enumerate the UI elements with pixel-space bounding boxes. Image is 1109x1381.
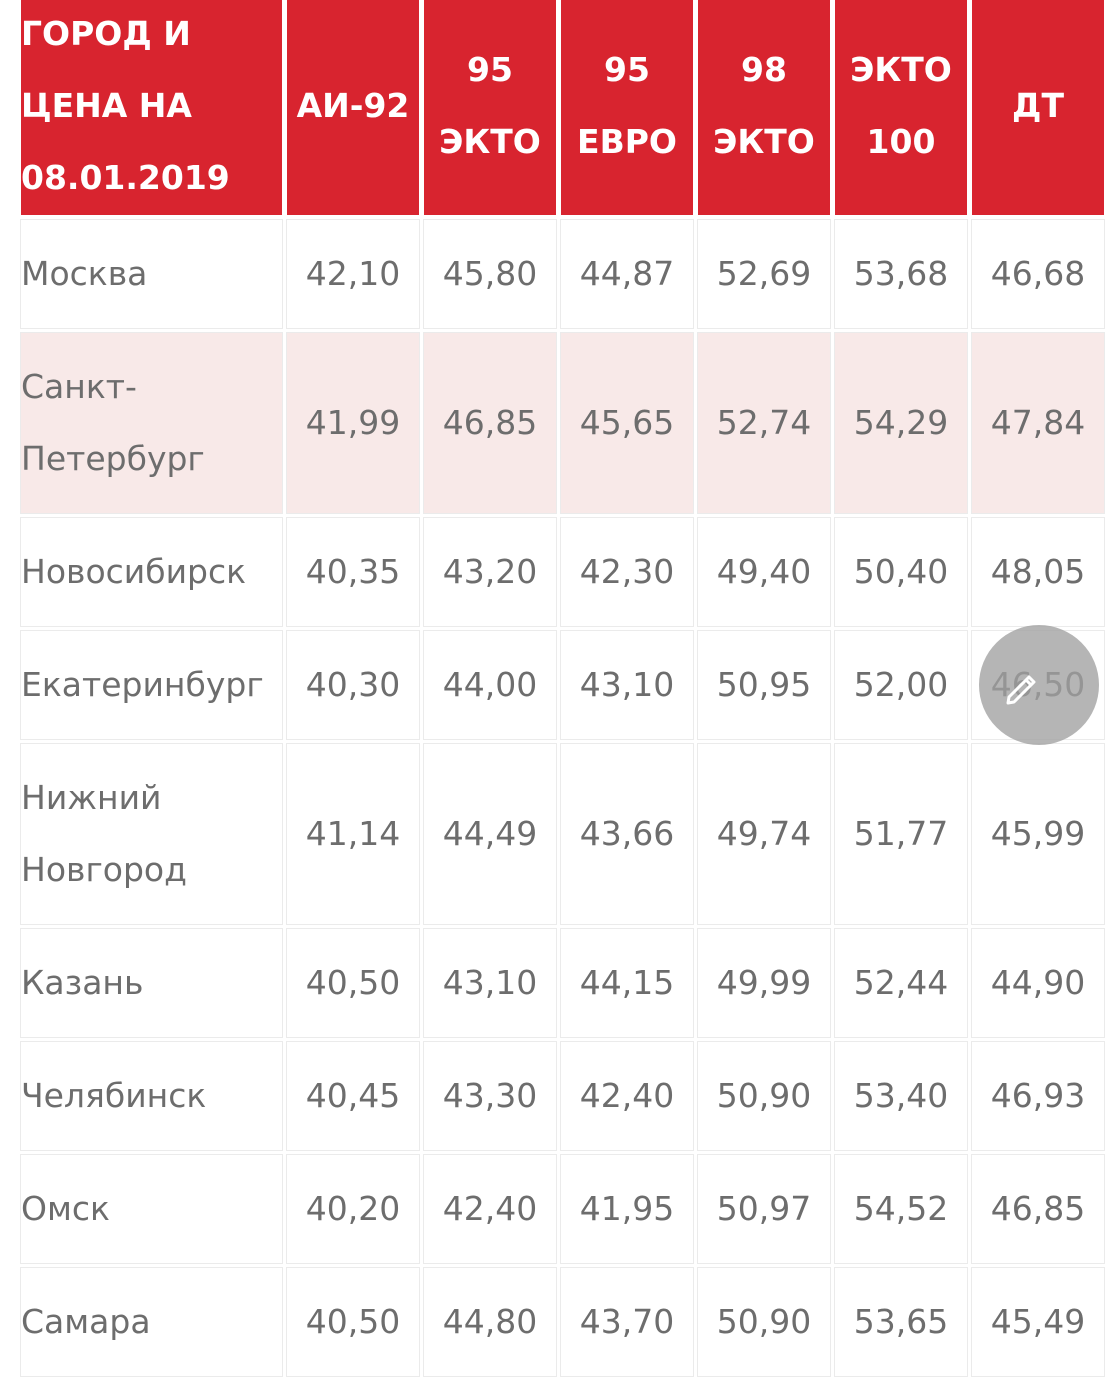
cell-95-euro: 42,30 [561, 518, 693, 626]
cell-ai92: 40,20 [287, 1155, 419, 1263]
cell-ekto-100: 52,00 [835, 631, 967, 739]
cell-95-euro: 44,87 [561, 220, 693, 328]
cell-98-ekto: 50,95 [698, 631, 830, 739]
cell-city: Омск [21, 1155, 282, 1263]
header-line: 98 [741, 50, 787, 89]
cell-ai92: 41,99 [287, 333, 419, 513]
table-row [21, 518, 1104, 626]
cell-city: Екатеринбург [21, 631, 282, 739]
header-ekto-100 [835, 0, 967, 215]
cell-ekto-100: 53,65 [835, 1268, 967, 1376]
header-line: ЭКТО [713, 122, 815, 161]
cell-city: Самара [21, 1268, 282, 1376]
fuel-price-table [16, 0, 1109, 1381]
cell-dt: 46,68 [972, 220, 1104, 328]
cell-95-ekto: 46,85 [424, 333, 556, 513]
cell-95-euro: 45,65 [561, 333, 693, 513]
header-line: ЭКТО [850, 50, 952, 89]
cell-98-ekto: 49,74 [698, 744, 830, 924]
cell-95-euro: 41,95 [561, 1155, 693, 1263]
cell-ekto-100: 54,29 [835, 333, 967, 513]
table-header-row [21, 0, 1104, 215]
cell-98-ekto: 49,40 [698, 518, 830, 626]
pencil-icon [1003, 667, 1043, 707]
cell-95-ekto: 44,49 [424, 744, 556, 924]
table-row [21, 333, 1104, 513]
cell-ekto-100: 52,44 [835, 929, 967, 1037]
cell-city: Санкт-Петербург [21, 333, 282, 513]
cell-98-ekto: 52,74 [698, 333, 830, 513]
header-city [21, 0, 282, 215]
cell-ekto-100: 53,68 [835, 220, 967, 328]
header-98-ekto [698, 0, 830, 215]
cell-dt: 45,99 [972, 744, 1104, 924]
cell-98-ekto: 50,90 [698, 1268, 830, 1376]
cell-city: Москва [21, 220, 282, 328]
table-row [21, 220, 1104, 328]
header-line: 95 [467, 50, 513, 89]
header-95-euro [561, 0, 693, 215]
cell-ekto-100: 53,40 [835, 1042, 967, 1150]
cell-ai92: 42,10 [287, 220, 419, 328]
header-line: ЕВРО [577, 122, 677, 161]
header-95-ekto [424, 0, 556, 215]
table-row [21, 631, 1104, 739]
header-line: 08.01.2019 [21, 158, 230, 197]
cell-95-euro: 43,66 [561, 744, 693, 924]
table-row [21, 1268, 1104, 1376]
cell-dt: 47,84 [972, 333, 1104, 513]
cell-ekto-100: 54,52 [835, 1155, 967, 1263]
table-row [21, 744, 1104, 924]
cell-98-ekto: 49,99 [698, 929, 830, 1037]
cell-ai92: 40,50 [287, 1268, 419, 1376]
cell-95-ekto: 43,10 [424, 929, 556, 1037]
cell-ai92: 41,14 [287, 744, 419, 924]
cell-95-ekto: 42,40 [424, 1155, 556, 1263]
header-dt [972, 0, 1104, 215]
cell-ai92: 40,45 [287, 1042, 419, 1150]
cell-dt: 48,05 [972, 518, 1104, 626]
cell-ai92: 40,30 [287, 631, 419, 739]
cell-city: Новосибирск [21, 518, 282, 626]
cell-95-ekto: 44,00 [424, 631, 556, 739]
header-ai92 [287, 0, 419, 215]
cell-95-euro: 43,70 [561, 1268, 693, 1376]
cell-city: Казань [21, 929, 282, 1037]
table-row [21, 1155, 1104, 1263]
cell-ekto-100: 51,77 [835, 744, 967, 924]
cell-ekto-100: 50,40 [835, 518, 967, 626]
header-line: ЭКТО [439, 122, 541, 161]
header-line: ДТ [1012, 86, 1064, 125]
edit-floating-button[interactable] [979, 625, 1099, 745]
cell-ai92: 40,50 [287, 929, 419, 1037]
cell-city: Нижний Новгород [21, 744, 282, 924]
cell-dt: 46,93 [972, 1042, 1104, 1150]
cell-98-ekto: 52,69 [698, 220, 830, 328]
cell-95-euro: 44,15 [561, 929, 693, 1037]
cell-city: Челябинск [21, 1042, 282, 1150]
header-line: АИ-92 [296, 86, 410, 125]
cell-95-euro: 42,40 [561, 1042, 693, 1150]
header-line: 95 [604, 50, 650, 89]
cell-95-ekto: 44,80 [424, 1268, 556, 1376]
cell-95-euro: 43,10 [561, 631, 693, 739]
table-row [21, 929, 1104, 1037]
table-row [21, 1042, 1104, 1150]
header-line: 100 [866, 122, 936, 161]
cell-95-ekto: 45,80 [424, 220, 556, 328]
header-line: ЦЕНА НА [21, 86, 192, 125]
cell-95-ekto: 43,20 [424, 518, 556, 626]
cell-95-ekto: 43,30 [424, 1042, 556, 1150]
header-line: ГОРОД И [21, 14, 191, 53]
cell-dt: 44,90 [972, 929, 1104, 1037]
cell-98-ekto: 50,97 [698, 1155, 830, 1263]
cell-ai92: 40,35 [287, 518, 419, 626]
cell-dt: 46,85 [972, 1155, 1104, 1263]
cell-dt: 45,49 [972, 1268, 1104, 1376]
cell-98-ekto: 50,90 [698, 1042, 830, 1150]
